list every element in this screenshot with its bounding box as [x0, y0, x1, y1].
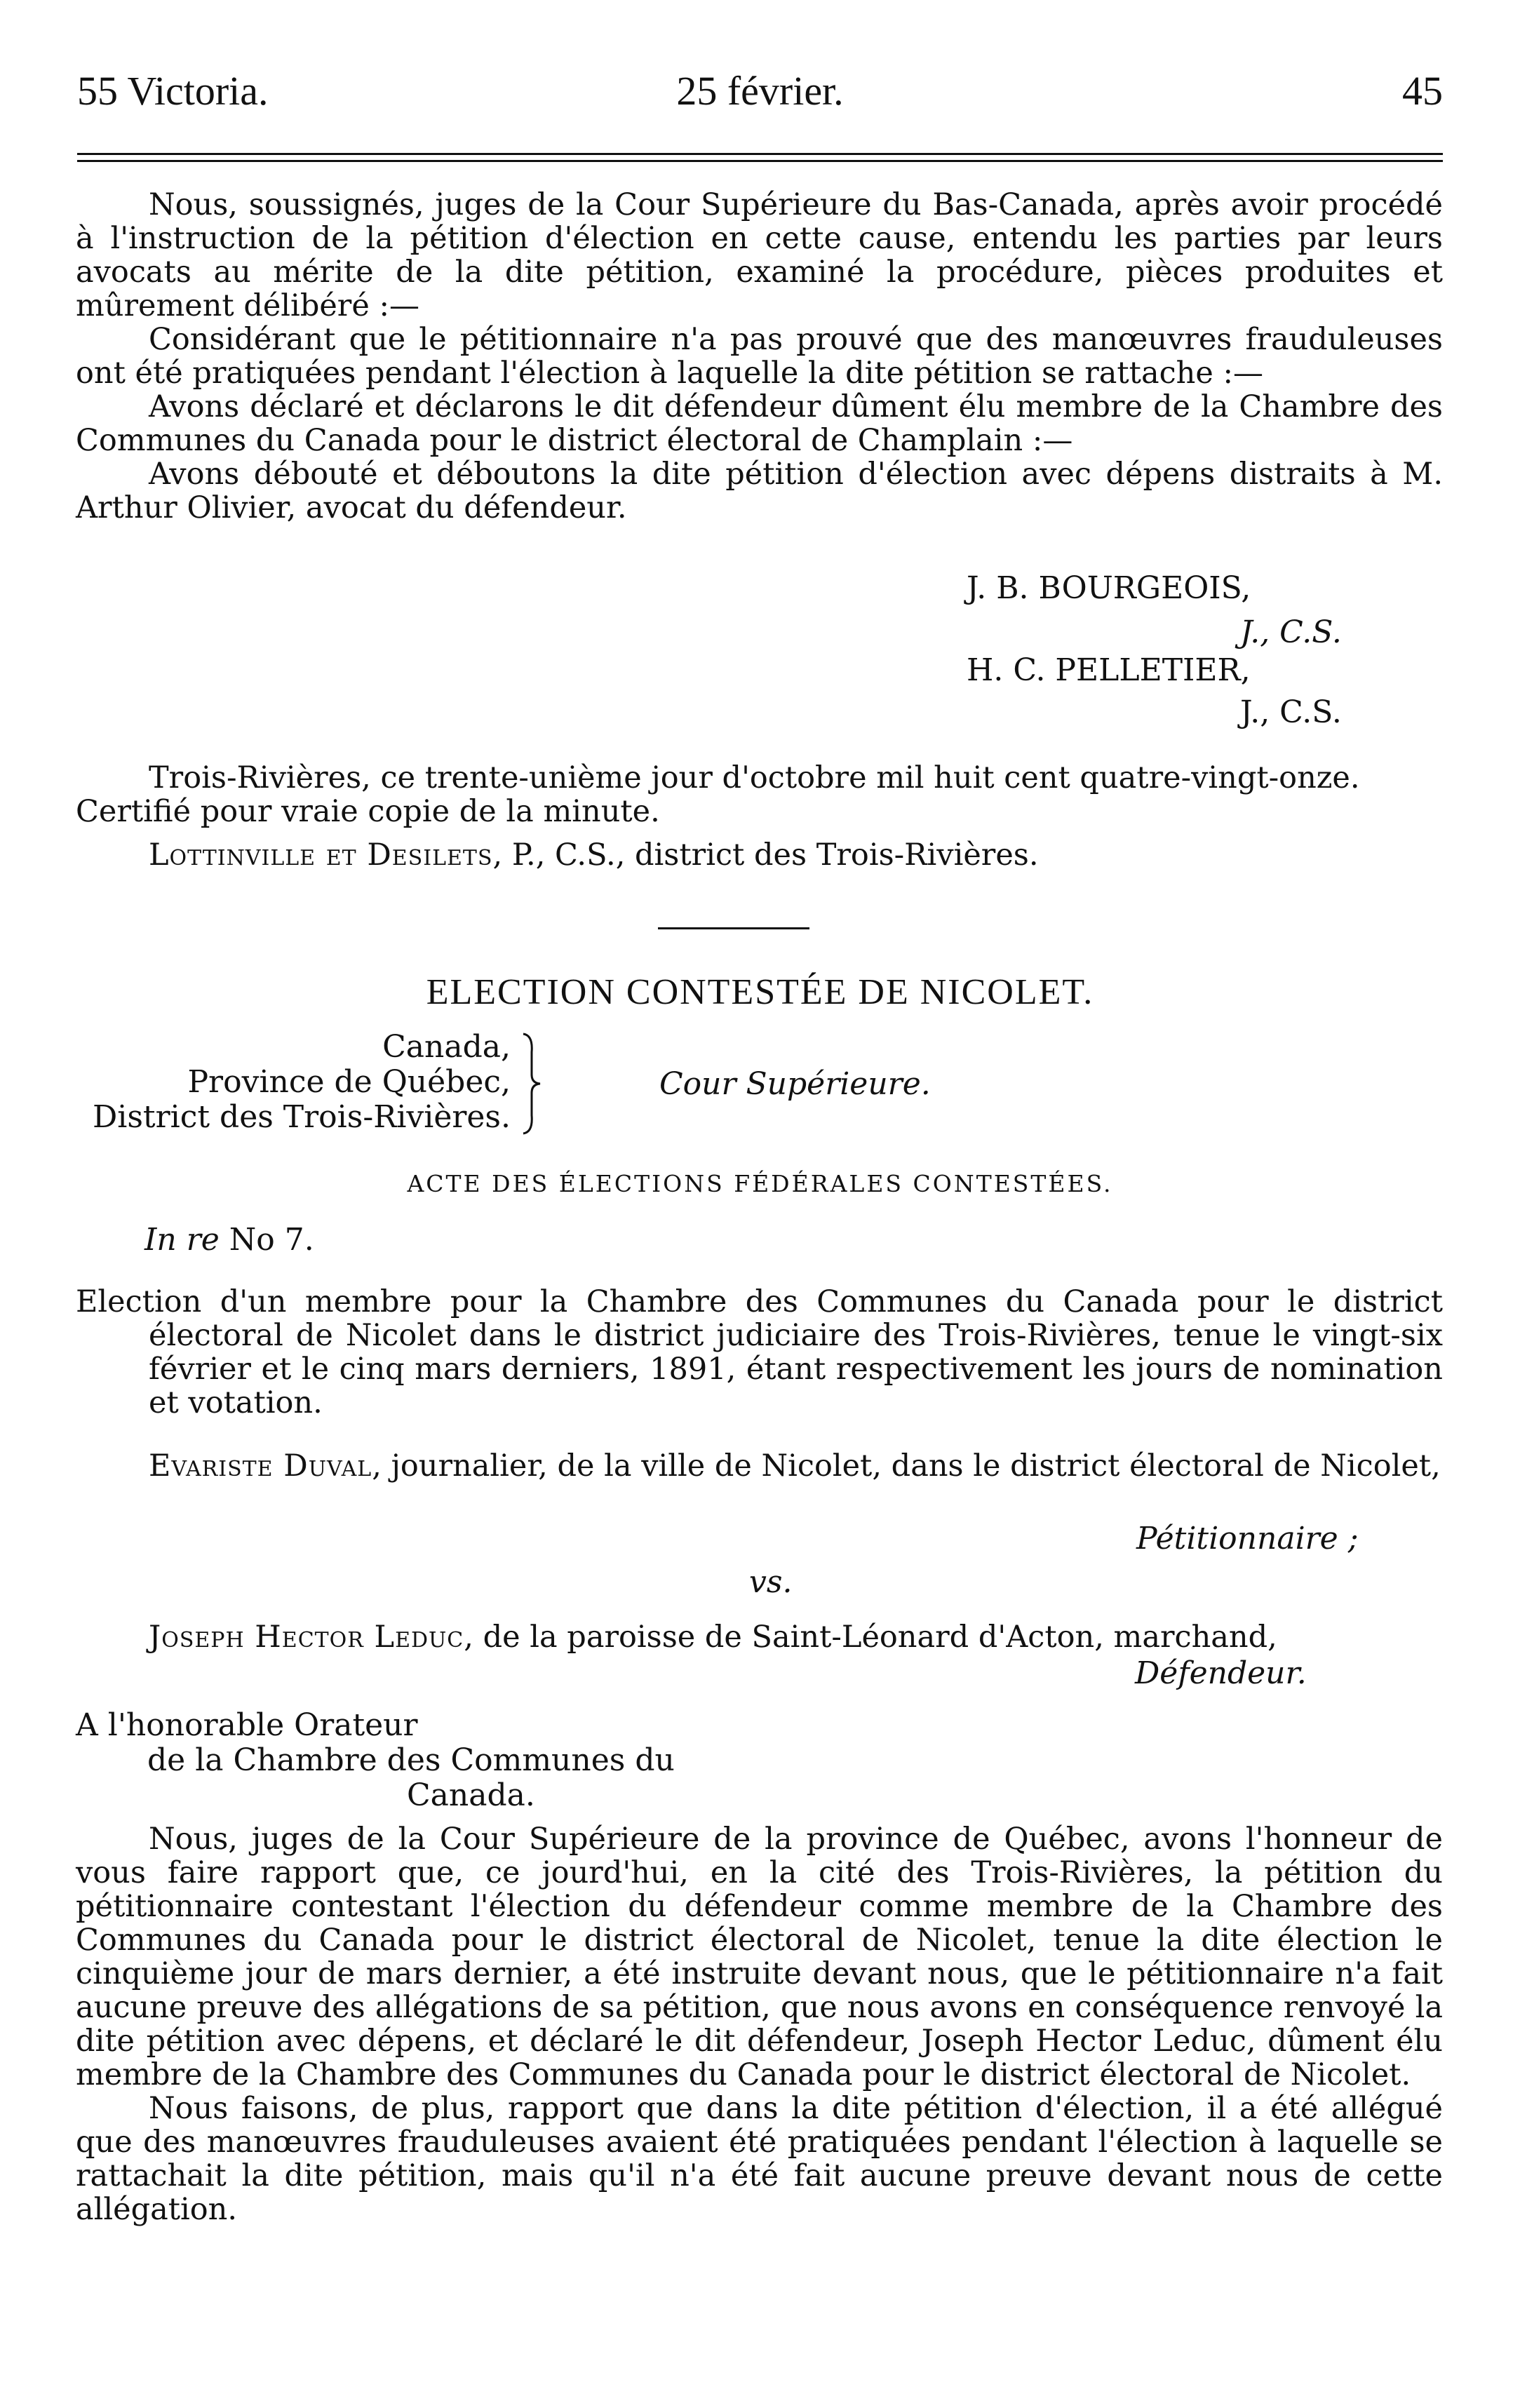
judgment-date-line: Trois-Rivières, ce trente-unième jour d'octobre mil huit cent quatre-vingt-onze. [149, 760, 1360, 795]
section-divider [658, 927, 809, 929]
address-line-1: A l'honorable Orateur [76, 1707, 418, 1743]
defendant-role: Défendeur. [1135, 1655, 1307, 1691]
clerk-line [76, 838, 1443, 872]
judgment-paragraph: Avons déclaré et déclarons le dit défendeur dûment élu membre de la Chambre des Communes du Canada pour le district électoral de Champlain :— [76, 389, 1443, 458]
report-body [76, 1822, 1443, 2226]
judgment-paragraph: Avons débouté et déboutons la dite pétition d'élection avec dépens distraits à M. Arthur Olivier, avocat du défendeur. [76, 457, 1443, 525]
defendant-name: Joseph Hector Leduc [149, 1620, 464, 1655]
petitioner-block [76, 1449, 1443, 1483]
address-line-2: de la Chambre des Communes du [147, 1742, 675, 1778]
page-number: 45 [1402, 68, 1443, 114]
header-session: 55 Victoria. [77, 68, 269, 114]
judge-title-2: J., C.S. [1240, 694, 1342, 730]
act-heading: ACTE DES ÉLECTIONS FÉDÉRALES CONTESTÉES. [407, 1170, 1113, 1197]
judgment-body [76, 188, 1443, 525]
court-name: Cour Supérieure. [659, 1066, 931, 1102]
jurisdiction-block [76, 1030, 511, 1135]
judgment-closing [76, 761, 1443, 872]
judge-signature-1: J. B. BOURGEOIS, [967, 570, 1251, 606]
jurisdiction-province: Province de Québec, [187, 1064, 511, 1100]
clerk-office: , P., C.S., district des Trois-Rivières. [492, 838, 1039, 873]
address-line-3: Canada. [407, 1777, 535, 1813]
report-paragraph: Nous faisons, de plus, rapport que dans la dite pétition d'élection, il a été allégué que des manœuvres frauduleuses avaient été pratiquées pendant l'élection à laquelle se rattachait la dite pétition, mais qu'il n'a été fait aucune preuve devant nous de cette allégation. [76, 2091, 1443, 2227]
header-rule-bottom [77, 160, 1443, 162]
petitioner-name: Evariste Duval [149, 1448, 372, 1484]
certified-line: Certifié pour vraie copie de la minute. [76, 794, 660, 829]
versus-label: vs. [749, 1564, 793, 1600]
section-title: ELECTION CONTESTÉE DE NICOLET. [426, 972, 1094, 1012]
case-number-value: No 7. [229, 1222, 314, 1258]
petitioner-role: Pétitionnaire ; [1136, 1521, 1359, 1556]
description-paragraph: Election d'un membre pour la Chambre des Communes du Canada pour le district électoral de Nicolet dans le district judiciaire des Trois-Rivières, tenue le vingt-six février et le cinq mars derniers, 1891, étant respectivement les jours de nomination et votation. [76, 1284, 1443, 1420]
case-number [144, 1222, 314, 1258]
defendant-block [76, 1620, 1443, 1654]
curly-brace-icon [520, 1031, 543, 1136]
jurisdiction-country: Canada, [382, 1029, 511, 1065]
judgment-paragraph: Nous, soussignés, juges de la Cour Supérieure du Bas-Canada, après avoir procédé à l'instruction de la pétition d'élection en cette cause, entendu les parties par leurs avocats au mérite de la dite pétition, examiné la procédure, pièces produites et mûrement délibéré :— [76, 187, 1443, 323]
report-paragraph: Nous, juges de la Cour Supérieure de la province de Québec, avons l'honneur de vous faire rapport que, ce jourd'hui, en la cité des Trois-Rivières, la pétition du pétitionnaire contestant l'élection du défendeur comme membre de la Chambre des Communes du Canada pour le district électoral de Nicolet, tenue la dite élection le cinquième jour de mars dernier, a été instruite devant nous, que le pétitionnaire n'a fait aucune preuve des allégations de sa pétition, que nous avons en conséquence renvoyé la dite pétition avec dépens, et déclaré le dit défendeur, Joseph Hector Leduc, dûment élu membre de la Chambre des Communes du Canada pour le district électoral de Nicolet. [76, 1822, 1443, 2092]
petitioner-details: , journalier, de la ville de Nicolet, dans le district électoral de Nicolet, [372, 1448, 1441, 1484]
clerk-name: Lottinville et Desilets [149, 838, 493, 873]
in-re-label: In re [144, 1222, 220, 1258]
jurisdiction-district: District des Trois-Rivières. [93, 1099, 511, 1135]
header-rule-top [77, 153, 1443, 155]
judge-title-1: J., C.S. [1240, 614, 1342, 650]
petitioner-line [76, 1449, 1443, 1483]
defendant-details: , de la paroisse de Saint-Léonard d'Acton, marchand, [464, 1620, 1277, 1655]
defendant-line [76, 1620, 1443, 1654]
judgment-paragraph: Considérant que le pétitionnaire n'a pas prouvé que des manœuvres frauduleuses ont été pratiquées pendant l'élection à laquelle la dite pétition se rattache :— [76, 322, 1443, 391]
header-date: 25 février. [676, 68, 844, 114]
election-description [76, 1285, 1443, 1420]
running-header [77, 67, 1443, 123]
judge-signature-2: H. C. PELLETIER, [967, 652, 1251, 688]
